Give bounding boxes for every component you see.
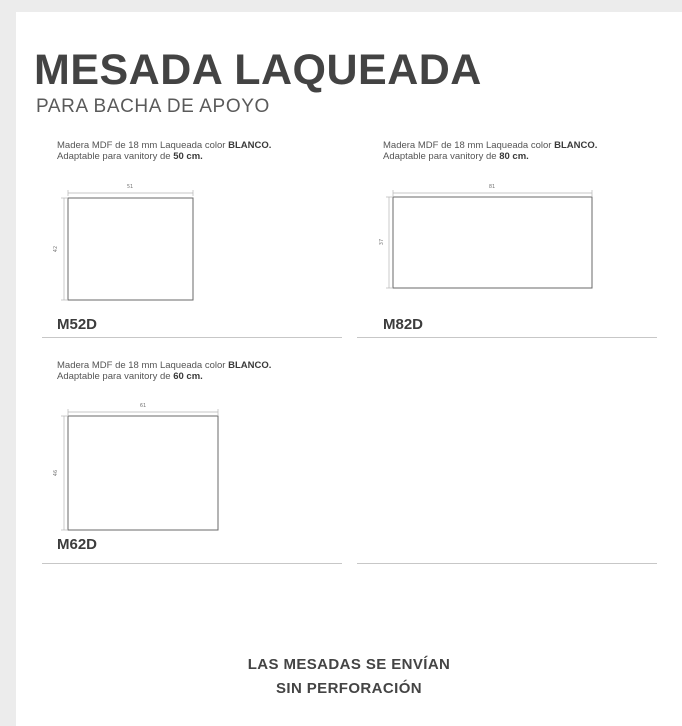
description-line-size: Adaptable para vanitory de 60 cm.	[57, 371, 203, 382]
countertop-drawing	[53, 360, 257, 535]
product-code: M52D	[57, 316, 98, 333]
width-dimension-label: 51	[126, 184, 134, 190]
product-card-m52d	[53, 140, 347, 340]
countertop-outline	[68, 416, 218, 530]
width-dimension-label: 81	[488, 184, 496, 190]
description-line-material: Madera MDF de 18 mm Laqueada color BLANCO.	[57, 140, 272, 151]
shipping-note	[16, 653, 682, 701]
countertop-drawing	[53, 140, 257, 305]
product-code: M82D	[383, 316, 424, 333]
shipping-note-line1: LAS MESADAS SE ENVÍAN	[247, 656, 451, 673]
product-card-m82d	[379, 140, 673, 340]
depth-dimension-label: 42	[53, 245, 59, 253]
countertop-outline	[68, 198, 193, 300]
countertop-drawing	[379, 140, 643, 305]
product-card-m62d	[53, 360, 347, 560]
description-line-size: Adaptable para vanitory de 50 cm.	[57, 151, 203, 162]
divider	[357, 563, 657, 564]
depth-dimension-label: 46	[53, 469, 59, 477]
countertop-outline	[393, 197, 592, 288]
divider	[357, 337, 657, 338]
product-code: M62D	[57, 536, 98, 553]
page-title: MESADA LAQUEADA	[34, 46, 482, 94]
page-subtitle: PARA BACHA DE APOYO	[36, 96, 270, 117]
description-line-material: Madera MDF de 18 mm Laqueada color BLANCO.	[57, 360, 272, 371]
divider	[42, 337, 342, 338]
shipping-note-line2: SIN PERFORACIÓN	[275, 680, 422, 697]
catalog-page	[16, 12, 682, 726]
width-dimension-label: 61	[139, 403, 147, 409]
description-line-material: Madera MDF de 18 mm Laqueada color BLANCO.	[383, 140, 598, 151]
depth-dimension-label: 37	[379, 238, 385, 246]
description-line-size: Adaptable para vanitory de 80 cm.	[383, 151, 529, 162]
divider	[42, 563, 342, 564]
